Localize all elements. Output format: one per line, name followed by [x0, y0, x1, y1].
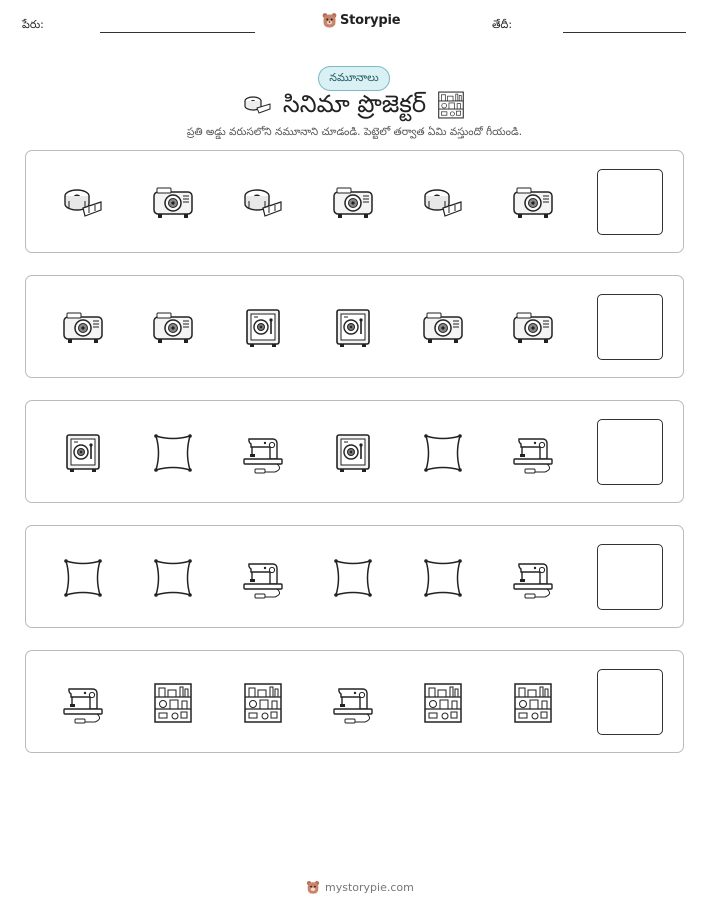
- brand-name: Storypie: [340, 13, 401, 28]
- projector-icon: [421, 306, 465, 350]
- pillow-icon: [421, 556, 465, 600]
- pattern-row: [25, 525, 684, 628]
- sewing-machine-icon: [511, 556, 555, 600]
- answer-box[interactable]: [597, 669, 663, 735]
- pillow-icon: [151, 431, 195, 475]
- film-reel-icon: [243, 94, 273, 120]
- pillow-icon: [151, 556, 195, 600]
- pillow-icon: [331, 556, 375, 600]
- sewing-machine-icon: [241, 556, 285, 600]
- film-reel-icon: [61, 181, 105, 225]
- name-label: పేరు:: [22, 18, 44, 31]
- sewing-machine-icon: [511, 431, 555, 475]
- answer-box[interactable]: [597, 294, 663, 360]
- film-reel-icon: [241, 181, 285, 225]
- category-badge: నమూనాలు: [318, 66, 390, 91]
- projector-icon: [511, 181, 555, 225]
- shelf-icon: [241, 681, 285, 725]
- shelf-icon: [511, 681, 555, 725]
- page-title: సినిమా ప్రొజెక్టర్: [282, 90, 427, 118]
- projector-icon: [151, 181, 195, 225]
- projector-icon: [151, 306, 195, 350]
- instructions: ప్రతి అడ్డు వరుసలోని నమూనాని చూడండి. పెట్టెలో తర్వాత ఏమి వస్తుందో గీయండి.: [186, 126, 523, 138]
- bear-icon: [322, 12, 337, 29]
- pattern-row: [25, 650, 684, 753]
- safe-box-icon: [241, 306, 285, 350]
- date-label: తేదీ:: [492, 18, 513, 31]
- safe-box-icon: [331, 306, 375, 350]
- brand-logo: [322, 12, 400, 29]
- answer-box[interactable]: [597, 169, 663, 235]
- footer: [306, 880, 414, 895]
- title-row: [0, 90, 709, 124]
- shelf-icon: [421, 681, 465, 725]
- safe-box-icon: [61, 431, 105, 475]
- answer-box[interactable]: [597, 419, 663, 485]
- safe-box-icon: [331, 431, 375, 475]
- film-reel-icon: [421, 181, 465, 225]
- projector-icon: [61, 306, 105, 350]
- pillow-icon: [421, 431, 465, 475]
- pattern-row: [25, 275, 684, 378]
- sewing-machine-icon: [331, 681, 375, 725]
- bear-icon: [306, 880, 320, 895]
- name-line[interactable]: [100, 32, 255, 33]
- pattern-row: [25, 150, 684, 253]
- pattern-row: [25, 400, 684, 503]
- date-line[interactable]: [563, 32, 686, 33]
- footer-url: mystorypie.com: [325, 881, 414, 894]
- projector-icon: [331, 181, 375, 225]
- shelf-icon: [151, 681, 195, 725]
- projector-icon: [511, 306, 555, 350]
- shelf-icon: [436, 90, 466, 124]
- pillow-icon: [61, 556, 105, 600]
- sewing-machine-icon: [61, 681, 105, 725]
- sewing-machine-icon: [241, 431, 285, 475]
- answer-box[interactable]: [597, 544, 663, 610]
